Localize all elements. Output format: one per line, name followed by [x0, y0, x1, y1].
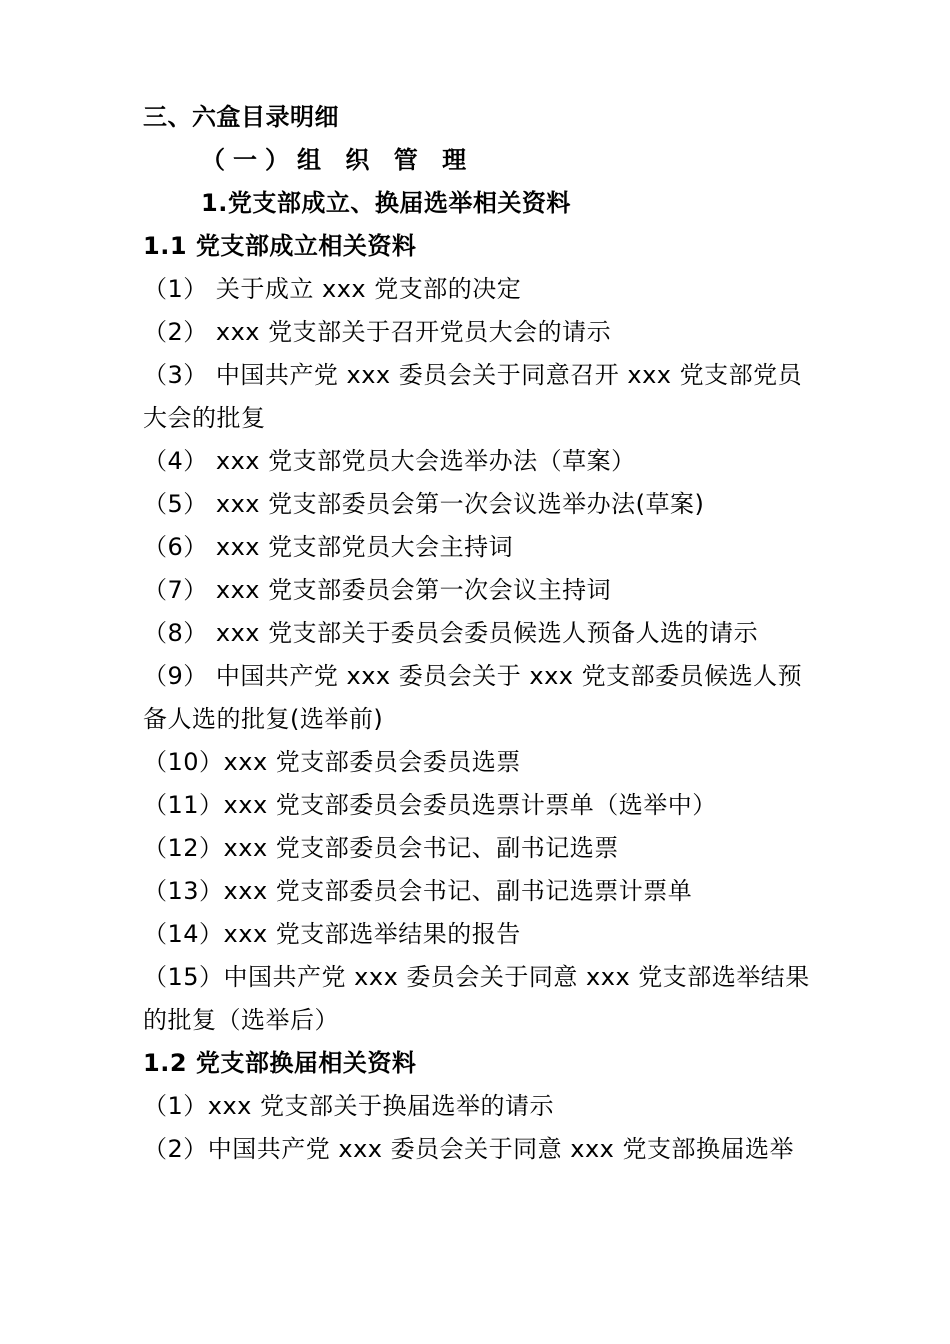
list-item: （2）中国共产党 xxx 委员会关于同意 xxx 党支部换届选举 — [143, 1135, 795, 1163]
list-item-continuation: 备人选的批复(选举前) — [143, 705, 384, 733]
list-item: （9） 中国共产党 xxx 委员会关于 xxx 党支部委员候选人预 — [143, 662, 803, 690]
list-item: （2） xxx 党支部关于召开党员大会的请示 — [143, 318, 612, 346]
list-item: （8） xxx 党支部关于委员会委员候选人预备人选的请示 — [143, 619, 759, 647]
list-item: （5） xxx 党支部委员会第一次会议选举办法(草案) — [143, 490, 705, 518]
list-item: （11）xxx 党支部委员会委员选票计票单（选举中） — [143, 791, 717, 819]
list-item: （6） xxx 党支部党员大会主持词 — [143, 533, 514, 561]
topic-heading: 1.党支部成立、换届选举相关资料 — [201, 189, 571, 217]
section-heading: 三、六盒目录明细 — [143, 103, 339, 131]
list-item: （3） 中国共产党 xxx 委员会关于同意召开 xxx 党支部党员 — [143, 361, 803, 389]
subsection-heading: （一）组 织 管 理 — [201, 146, 475, 174]
list-item: （15）中国共产党 xxx 委员会关于同意 xxx 党支部选举结果 — [143, 963, 810, 991]
list-item: （1）xxx 党支部关于换届选举的请示 — [143, 1092, 555, 1120]
list-item-continuation: 大会的批复 — [143, 404, 266, 432]
part1-heading: 1.1 党支部成立相关资料 — [143, 232, 417, 260]
list-item: （12）xxx 党支部委员会书记、副书记选票 — [143, 834, 619, 862]
list-item: （13）xxx 党支部委员会书记、副书记选票计票单 — [143, 877, 693, 905]
list-item: （4） xxx 党支部党员大会选举办法（草案） — [143, 447, 636, 475]
list-item-continuation: 的批复（选举后） — [143, 1006, 339, 1034]
list-item: （7） xxx 党支部委员会第一次会议主持词 — [143, 576, 612, 604]
part2-heading: 1.2 党支部换届相关资料 — [143, 1049, 417, 1077]
list-item: （1） 关于成立 xxx 党支部的决定 — [143, 275, 522, 303]
list-item: （14）xxx 党支部选举结果的报告 — [143, 920, 521, 948]
document-content — [143, 96, 813, 1171]
list-item: （10）xxx 党支部委员会委员选票 — [143, 748, 521, 776]
